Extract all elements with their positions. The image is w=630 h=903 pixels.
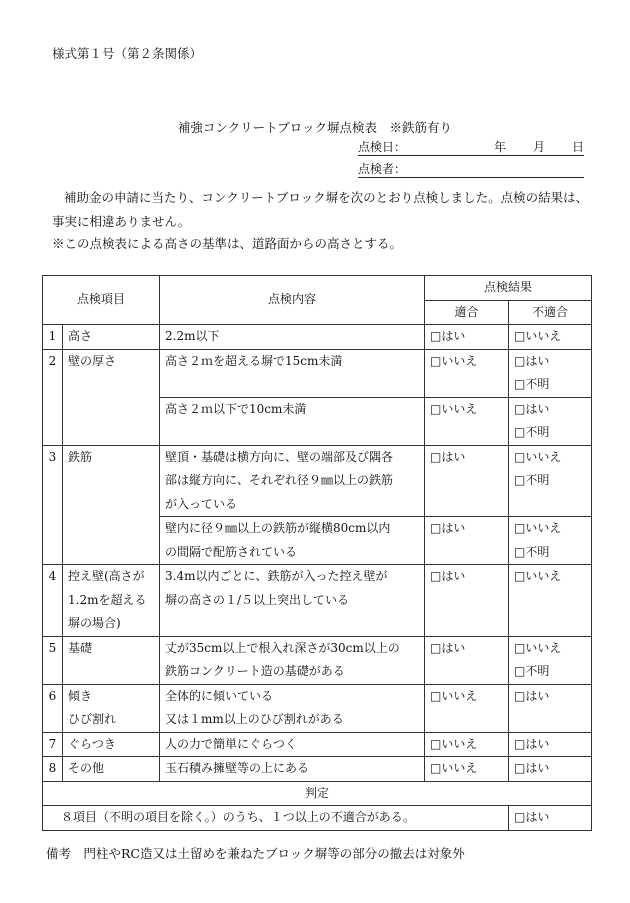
row-item xyxy=(63,565,160,637)
nonconforming-checkbox[interactable]: □はい xyxy=(509,684,592,732)
row-item: 壁の厚さ xyxy=(63,349,160,445)
judgment-header-row xyxy=(43,781,592,806)
row-number: 8 xyxy=(43,757,63,782)
item-line: 控え壁(高さが xyxy=(68,569,145,583)
date-day-label: 日 xyxy=(572,140,585,154)
content-line: 鉄筋コンクリート造の基礎がある xyxy=(165,664,345,678)
header-nonconforming: 不適合 xyxy=(509,300,592,325)
remarks-note: 備考 門柱やRC造又は土留めを兼ねたブロック塀等の部分の撤去は対象外 xyxy=(46,846,465,861)
nonconforming-options xyxy=(509,397,592,445)
nonconforming-options xyxy=(509,636,592,684)
table-row xyxy=(43,565,592,637)
judgment-row xyxy=(43,806,592,831)
row-item: 高さ xyxy=(63,325,160,350)
content-line: 壁内に径９㎜以上の鉄筋が縦横80cm以内 xyxy=(165,521,391,535)
unknown-checkbox[interactable]: □不明 xyxy=(514,473,550,487)
intro-paragraph: 補助金の申請に当たり、コンクリートブロック塀を次のとおり点検しました。点検の結果は、事実に相違ありません。 xyxy=(52,190,589,229)
date-year-label: 年 xyxy=(494,140,507,154)
inspection-table xyxy=(42,275,592,831)
nonconforming-options xyxy=(509,349,592,397)
form-number: 様式第１号（第２条関係） xyxy=(52,46,203,61)
row-content xyxy=(160,445,425,517)
conforming-checkbox[interactable]: □いいえ xyxy=(425,349,509,397)
conforming-checkbox[interactable]: □はい xyxy=(425,325,509,350)
table-row xyxy=(43,684,592,732)
item-line: 1.2mを超える xyxy=(68,592,147,607)
header-inspection-result: 点検結果 xyxy=(425,276,592,301)
row-number: 4 xyxy=(43,565,63,637)
conforming-checkbox[interactable]: □いいえ xyxy=(425,684,509,732)
row-item: 基礎 xyxy=(63,636,160,684)
nonconforming-checkbox[interactable]: □いいえ xyxy=(514,449,562,464)
content-line: 又は１mm以上のひび割れがある xyxy=(165,712,344,726)
nonconforming-checkbox[interactable]: □いいえ xyxy=(514,640,562,655)
item-line: ひび割れ xyxy=(68,712,117,726)
height-basis-note: ※この点検表による高さの基準は、道路面からの高さとする。 xyxy=(52,236,403,251)
inspector-label: 点検者： xyxy=(358,162,407,176)
unknown-checkbox[interactable]: □不明 xyxy=(514,377,550,391)
header-inspection-item: 点検項目 xyxy=(43,276,160,325)
header-inspection-content: 点検内容 xyxy=(160,276,425,325)
row-number: 1 xyxy=(43,325,63,350)
judgment-checkbox[interactable]: □はい xyxy=(509,806,592,831)
nonconforming-options xyxy=(509,445,592,517)
unknown-checkbox[interactable]: □不明 xyxy=(514,664,550,678)
document-title: 補強コンクリートブロック塀点検表 ※鉄筋有り xyxy=(177,120,453,135)
row-item xyxy=(63,684,160,732)
row-number: 5 xyxy=(43,636,63,684)
conforming-checkbox[interactable]: □いいえ xyxy=(425,732,509,757)
content-line: 丈が35cm以上で根入れ深さが30cm以上の xyxy=(165,640,400,655)
conforming-checkbox[interactable]: □はい xyxy=(425,445,509,517)
row-item: 鉄筋 xyxy=(63,445,160,565)
nonconforming-checkbox[interactable]: □いいえ xyxy=(514,521,562,535)
item-line: 傾き xyxy=(68,688,93,703)
judgment-label: 判定 xyxy=(43,781,592,806)
conforming-checkbox[interactable]: □いいえ xyxy=(425,397,509,445)
content-line: 塀の高さの１/５以上突出している xyxy=(165,592,350,607)
table-row xyxy=(43,732,592,757)
row-number: 6 xyxy=(43,684,63,732)
row-number: 3 xyxy=(43,445,63,565)
row-content xyxy=(160,684,425,732)
date-month-label: 月 xyxy=(533,140,546,154)
judgment-text: ８項目（不明の項目を除く。）のうち、１つ以上の不適合がある。 xyxy=(43,806,509,831)
nonconforming-checkbox[interactable]: □はい xyxy=(514,353,550,368)
row-item: その他 xyxy=(63,757,160,782)
row-content: 高さ２ｍを超える塀で15cm未満 xyxy=(160,349,425,397)
row-content: 玉石積み擁壁等の上にある xyxy=(160,757,425,782)
conforming-checkbox[interactable]: □はい xyxy=(425,517,509,565)
conforming-checkbox[interactable]: □いいえ xyxy=(425,757,509,782)
nonconforming-options xyxy=(509,517,592,565)
unknown-checkbox[interactable]: □不明 xyxy=(514,544,550,559)
header-conforming: 適合 xyxy=(425,300,509,325)
conforming-checkbox[interactable]: □はい xyxy=(425,636,509,684)
content-line: の間隔で配筋されている xyxy=(165,544,298,559)
content-line: 壁頂・基礎は横方向に、壁の端部及び隅各 xyxy=(165,449,394,464)
row-item: ぐらつき xyxy=(63,732,160,757)
conforming-checkbox[interactable]: □はい xyxy=(425,565,509,637)
inspection-date-label: 点検日： xyxy=(358,140,407,154)
nonconforming-checkbox[interactable]: □はい xyxy=(509,732,592,757)
row-number: 2 xyxy=(43,349,63,445)
content-line: 3.4m以内ごとに、鉄筋が入った控え壁が xyxy=(165,569,388,583)
nonconforming-checkbox[interactable]: □はい xyxy=(514,401,550,416)
content-line: が入っている xyxy=(165,496,238,511)
row-number: 7 xyxy=(43,732,63,757)
content-line: 部は縦方向に、それぞれ径９㎜以上の鉄筋 xyxy=(165,473,394,487)
table-row xyxy=(43,445,592,517)
row-content xyxy=(160,565,425,637)
table-row xyxy=(43,349,592,397)
content-line: 全体的に傾いている xyxy=(165,688,274,703)
row-content: 人の力で簡単にぐらつく xyxy=(160,732,425,757)
row-content xyxy=(160,636,425,684)
inspector-row xyxy=(358,159,584,178)
row-content xyxy=(160,517,425,565)
row-content: 高さ２ｍ以下で10cm未満 xyxy=(160,397,425,445)
unknown-checkbox[interactable]: □不明 xyxy=(514,425,550,439)
inspection-date-row xyxy=(358,137,584,156)
row-content: 2.2m以下 xyxy=(160,325,425,350)
table-row xyxy=(43,325,592,350)
nonconforming-checkbox[interactable]: □いいえ xyxy=(509,325,592,350)
table-row xyxy=(43,757,592,782)
item-line: 塀の場合) xyxy=(68,616,121,630)
nonconforming-checkbox[interactable]: □はい xyxy=(509,757,592,782)
table-row xyxy=(43,636,592,684)
nonconforming-checkbox[interactable]: □いいえ xyxy=(509,565,592,637)
